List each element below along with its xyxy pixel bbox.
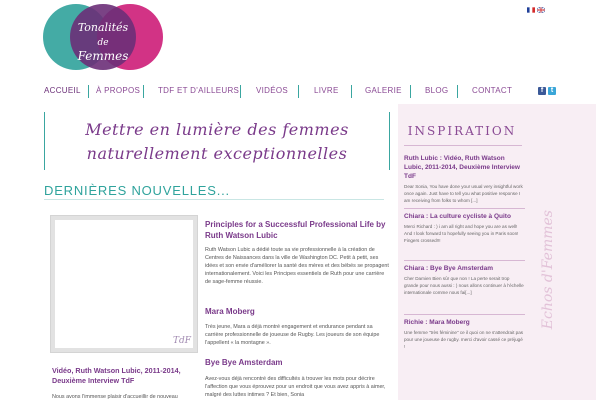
site-logo[interactable] [42, 3, 164, 71]
sidebar-script: Echos d'Femmes [540, 210, 556, 330]
nav-divider [298, 85, 299, 98]
logo-line-1: Tonalités [77, 21, 129, 34]
nav-blog[interactable]: BLOG [425, 86, 449, 95]
list-item [404, 318, 525, 350]
list-item [404, 264, 525, 296]
logo-line-3: Femmes [77, 49, 129, 63]
list-item [404, 154, 525, 204]
latest-news-title: DERNIÈRES NOUVELLES... [44, 183, 230, 198]
nav-divider [410, 85, 411, 98]
flag-fr-icon[interactable] [527, 7, 535, 13]
article-excerpt: Très jeune, Mara a déjà montré engagement et endurance pendant sa carrière professionnelle de joueuse de Rugby. Les joueurs de son équipe l'appellent « la montagne ». [205, 324, 380, 346]
headline-line-2: naturellement exceptionnelles [86, 144, 348, 163]
nav-a-propos[interactable]: À PROPOS [96, 86, 141, 95]
comment-excerpt: Une femme "très féminine" ce il quoi on ne s'attendrait pas pour une joueuse de rugby. merci d'avoir cassé ce préjugé ! [404, 330, 524, 349]
comment-divider [404, 260, 525, 261]
photo-tag: TdF [172, 336, 191, 346]
nav-galerie[interactable]: GALERIE [365, 86, 402, 95]
inspiration-title: INSPIRATION [407, 124, 517, 138]
nav-livre[interactable]: LIVRE [314, 86, 339, 95]
facebook-icon[interactable]: f [538, 87, 546, 95]
section-divider [404, 145, 522, 146]
comment-excerpt: Merci Richard : ) i am all right and hope you are as well! And I look forward to hopefully seeing you in Paris soon! Fingers crossed!!! [404, 224, 519, 243]
flag-uk-icon[interactable] [537, 7, 545, 13]
language-switcher [527, 7, 545, 13]
article-excerpt: Nous avons l'immense plaisir d'accueillir de nouveau [52, 394, 178, 400]
nav-contact[interactable]: CONTACT [472, 86, 513, 95]
nav-divider [143, 85, 144, 98]
comment-link[interactable]: Chiara : Bye Bye Amsterdam [404, 265, 493, 272]
nav-accueil[interactable]: ACCUEIL [44, 86, 81, 95]
article-title[interactable]: Bye Bye Amsterdam [205, 358, 283, 367]
logo-line-2: de [97, 38, 109, 48]
nav-divider [351, 85, 352, 98]
nav-videos[interactable]: VIDÉOS [256, 86, 289, 95]
article-photo[interactable] [50, 215, 198, 353]
article-title[interactable]: Mara Moberg [205, 307, 255, 316]
list-item [404, 212, 525, 244]
comment-link[interactable]: Richie : Mara Moberg [404, 319, 470, 326]
article-title[interactable]: Vidéo, Ruth Watson Lubic, 2011-2014, Deuxième Interview TdF [52, 366, 181, 385]
comment-divider [404, 314, 525, 315]
comment-link[interactable]: Chiara : La culture cycliste à Quito [404, 213, 511, 220]
article-excerpt: Ruth Watson Lubic a dédié toute sa vie professionnelle à la création de Centres de Naissances dans la ville de Washington DC. Petit à petit, ses idées et son envie d'améliorer la santé des mères et des bébés se propagent internationalement. Voici les Principes essentiels de Ruth pour une carrière de sage-femme réussie. [205, 247, 389, 285]
photo-frame [55, 220, 193, 348]
article-title[interactable]: Principles for a Successful Professional Life by Ruth Watson Lubic [205, 220, 386, 240]
article-excerpt: Avez-vous déjà rencontré des difficultés à trouver les mots pour décrire l'affection que vous éprouvez pour un endroit que vous avez appris à aimer, malgré des luttes intimes ? Et bien, Sonia [205, 376, 386, 398]
headline-banner [44, 112, 390, 170]
section-divider [44, 199, 384, 200]
nav-divider [240, 85, 241, 98]
nav-divider [457, 85, 458, 98]
comment-link[interactable]: Ruth Lubic : Vidéo, Ruth Watson Lubic, 2011-2014, Deuxième Interview TdF [404, 155, 520, 180]
nav-tdf-et-dailleurs[interactable]: TDF ET D'AILLEURS [158, 86, 240, 95]
comment-excerpt: Dear Sonia, You have done your usual very insightful work once again. Just have to tell you what positive response I am receiving from folks to whom [...] [404, 184, 523, 203]
main-nav [0, 86, 600, 100]
comment-divider [404, 208, 525, 209]
nav-divider [88, 85, 89, 98]
twitter-icon[interactable]: t [548, 87, 556, 95]
comment-excerpt: Cher Damien Bien sûr que non ! La perte serait trop grande pour nous aussi : ) nous allons continuer à l'échelle internationale comme nous fai[...] [404, 276, 524, 295]
headline-line-1: Mettre en lumière des femmes [85, 120, 349, 139]
inspiration-sidebar [398, 104, 596, 400]
